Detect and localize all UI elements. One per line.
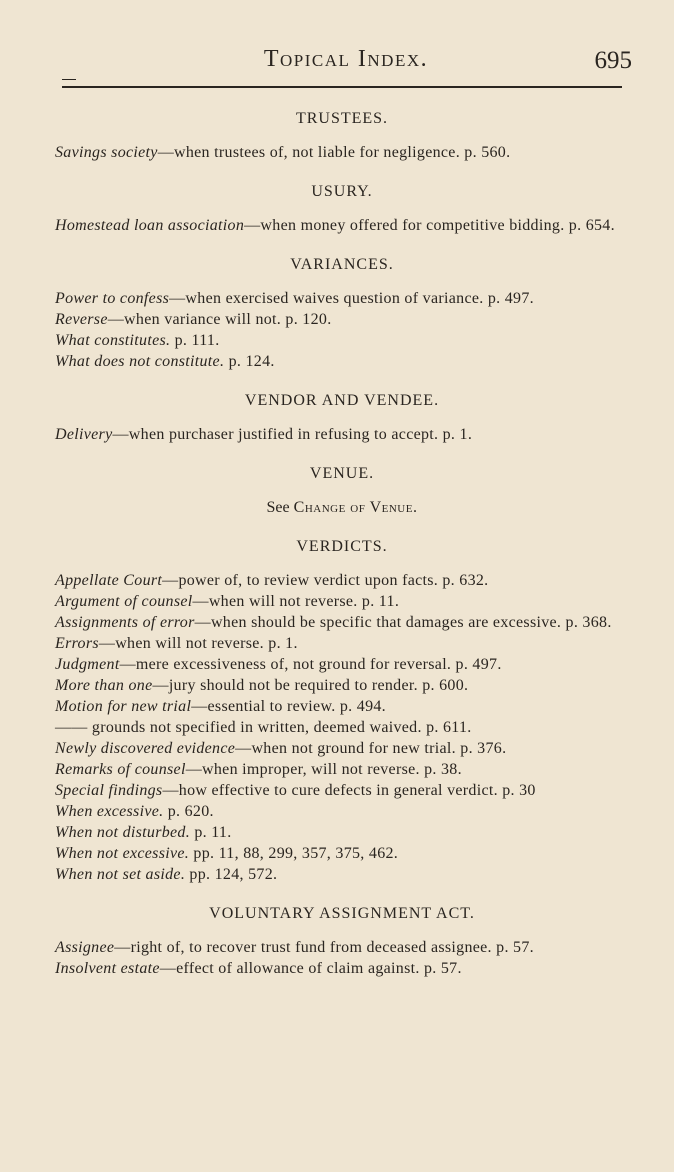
index-entry <box>55 696 629 717</box>
see-target: Change of Venue. <box>293 499 418 516</box>
entry-topic: What constitutes. <box>55 332 171 349</box>
entry-text: p. 124. <box>224 353 275 370</box>
index-entry <box>55 958 629 979</box>
index-entry <box>55 330 629 351</box>
header-rule <box>62 86 622 88</box>
entry-topic: When excessive. <box>55 803 164 820</box>
entry-topic: Judgment <box>55 656 120 673</box>
index-entry <box>55 675 629 696</box>
entry-topic: Remarks of counsel <box>55 761 186 778</box>
section-heading: VENUE. <box>309 465 375 482</box>
entry-text: —when not ground for new trial. p. 376. <box>235 740 507 757</box>
entry-topic: Special findings <box>55 782 163 799</box>
entry-text: p. 11. <box>190 824 232 841</box>
entry-text: —essential to review. p. 494. <box>191 698 386 715</box>
entry-topic: Errors <box>55 635 99 652</box>
entry-topic: What does not constitute. <box>55 353 225 370</box>
entry-text: —mere excessiveness of, not ground for reversal. p. 497. <box>119 656 502 673</box>
index-entry <box>55 738 629 759</box>
entry-text: —when variance will not. p. 120. <box>107 311 332 328</box>
entry-text: —when money offered for competitive bidding. p. 654. <box>244 217 615 234</box>
page-number: 695 <box>594 47 632 74</box>
entry-topic: More than one <box>55 677 153 694</box>
index-sections <box>55 108 629 997</box>
entry-topic: Appellate Court <box>55 572 163 589</box>
entry-text: pp. 11, 88, 299, 357, 375, 462. <box>189 845 399 862</box>
section-heading: VOLUNTARY ASSIGNMENT ACT. <box>209 905 475 922</box>
index-entry <box>55 570 629 591</box>
index-entry <box>55 759 629 780</box>
entry-text: p. 620. <box>163 803 214 820</box>
index-entry <box>55 215 629 236</box>
index-section <box>55 536 629 885</box>
index-entry <box>55 717 629 738</box>
entry-topic: Argument of counsel <box>55 593 193 610</box>
entry-topic: Insolvent estate <box>55 960 160 977</box>
index-section <box>55 254 629 372</box>
index-entry <box>55 309 629 330</box>
index-entry <box>55 591 629 612</box>
entry-text: —how effective to cure defects in general verdict. p. 30 <box>162 782 536 799</box>
index-section <box>55 463 629 518</box>
entry-text: —right of, to recover trust fund from deceased assignee. p. 57. <box>114 939 534 956</box>
index-entry <box>55 937 629 958</box>
entry-text: —when will not reverse. p. 11. <box>192 593 400 610</box>
section-heading: TRUSTEES. <box>295 110 389 127</box>
entry-text: —jury should not be required to render. p. 600. <box>152 677 469 694</box>
entry-topic: Assignments of error <box>55 614 195 631</box>
running-head <box>60 46 632 86</box>
entry-topic: Motion for new trial <box>55 698 192 715</box>
entry-topic: When not excessive. <box>55 845 190 862</box>
running-title: Topical Index. <box>263 46 429 72</box>
entry-text: —when improper, will not reverse. p. 38. <box>185 761 462 778</box>
entry-text: —effect of allowance of claim against. p. 57. <box>159 960 462 977</box>
entry-text: —when trustees of, not liable for negligence. p. 560. <box>157 144 511 161</box>
entry-topic: Savings society <box>55 144 158 161</box>
index-section <box>55 108 629 163</box>
see-prefix: See <box>266 499 294 516</box>
entry-topic: Newly discovered evidence <box>55 740 236 757</box>
index-entry <box>55 822 629 843</box>
entry-text: —when purchaser justified in refusing to accept. p. 1. <box>112 426 473 443</box>
entry-topic: When not disturbed. <box>55 824 191 841</box>
index-entry <box>55 142 629 163</box>
entry-text: —when exercised waives question of variance. p. 497. <box>169 290 534 307</box>
entry-topic: Delivery <box>55 426 113 443</box>
header-short-rule <box>62 79 76 80</box>
index-section <box>55 181 629 236</box>
section-heading: VENDOR AND VENDEE. <box>244 392 440 409</box>
entry-text: —— grounds not specified in written, deemed waived. p. 611. <box>55 719 472 736</box>
index-entry <box>55 633 629 654</box>
index-entry <box>55 654 629 675</box>
index-entry <box>55 801 629 822</box>
entry-text: pp. 124, 572. <box>185 866 278 883</box>
entry-topic: Reverse <box>55 311 108 328</box>
index-entry <box>55 424 629 445</box>
index-entry <box>55 780 629 801</box>
index-entry <box>55 843 629 864</box>
index-section <box>55 390 629 445</box>
index-entry <box>55 612 629 633</box>
index-entry <box>55 351 629 372</box>
section-heading: VARIANCES. <box>290 256 394 273</box>
entry-text: —power of, to review verdict upon facts. p. 632. <box>162 572 489 589</box>
entry-text: —when should be specific that damages are excessive. p. 368. <box>194 614 612 631</box>
entry-text: —when will not reverse. p. 1. <box>98 635 298 652</box>
section-heading: VERDICTS. <box>296 538 388 555</box>
section-heading: USURY. <box>311 183 373 200</box>
entry-topic: Assignee <box>55 939 115 956</box>
index-section <box>55 903 629 979</box>
entry-text: p. 111. <box>170 332 220 349</box>
see-reference <box>55 497 629 518</box>
entry-topic: Homestead loan association <box>55 217 245 234</box>
entry-topic: When not set aside. <box>55 866 186 883</box>
entry-topic: Power to confess <box>55 290 170 307</box>
index-entry <box>55 288 629 309</box>
index-entry <box>55 864 629 885</box>
